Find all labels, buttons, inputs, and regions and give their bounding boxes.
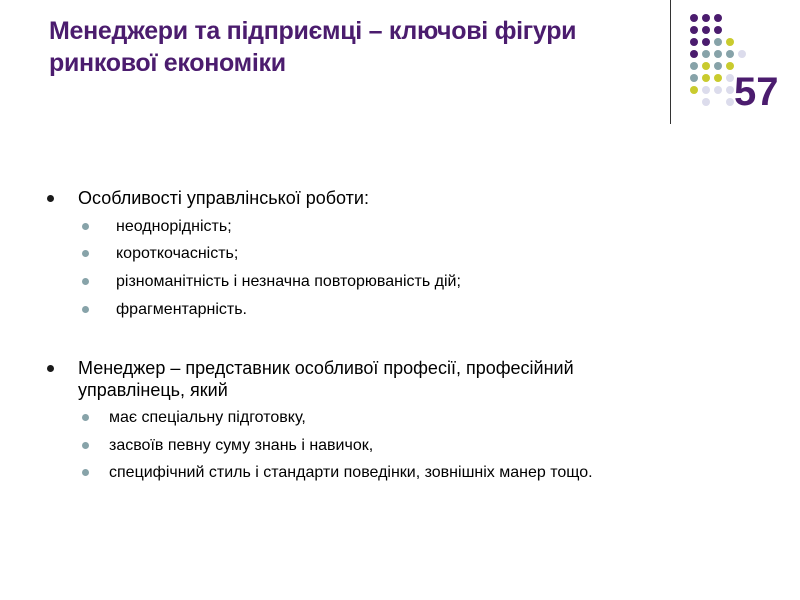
- sub-bullet-dot-icon: [82, 442, 89, 449]
- sub-bullet-dot-icon: [82, 469, 89, 476]
- sub-bullet-dot-icon: [82, 414, 89, 421]
- sub-bullet-text: різноманітність і незначна повторюваність дій;: [116, 273, 461, 290]
- bullet-text-line-2: управлінець, який: [78, 380, 228, 400]
- bullet-item-management-features: [78, 187, 369, 209]
- sub-bullet-dot-icon: [82, 250, 89, 257]
- sub-bullet-item: [116, 244, 238, 264]
- bullet-dot-icon: [47, 365, 54, 372]
- sub-bullet-dot-icon: [82, 278, 89, 285]
- slide-title-line-1: Менеджери та підприємці – ключові фігури: [49, 17, 577, 45]
- sub-bullet-item: [116, 217, 232, 237]
- bullet-item-manager-definition: [78, 357, 574, 379]
- sub-bullet-item: [109, 463, 593, 483]
- bullet-item-continuation: [78, 379, 228, 401]
- sub-bullet-text: специфічний стиль і стандарти поведінки, зовнішніх манер тощо.: [109, 464, 593, 481]
- sub-bullet-dot-icon: [82, 306, 89, 313]
- sub-bullet-item: [116, 272, 461, 292]
- bullet-text-line-1: Менеджер – представник особливої професії, професійний: [78, 358, 574, 378]
- sub-bullet-text: має спеціальну підготовку,: [109, 409, 306, 426]
- sub-bullet-item: [109, 408, 306, 428]
- sub-bullet-item: [116, 300, 247, 320]
- bullet-dot-icon: [47, 195, 54, 202]
- sub-bullet-text: неоднорідність;: [116, 218, 232, 235]
- slide-title-line-2: ринкової економіки: [49, 49, 286, 77]
- bullet-text: Особливості управлінської роботи:: [78, 188, 369, 208]
- sub-bullet-item: [109, 436, 373, 456]
- sub-bullet-dot-icon: [82, 223, 89, 230]
- slide-number: 57: [734, 70, 779, 114]
- sub-bullet-text: фрагментарність.: [116, 301, 247, 318]
- sub-bullet-text: засвоїв певну суму знань і навичок,: [109, 437, 374, 454]
- sub-bullet-text: короткочасність;: [116, 245, 239, 262]
